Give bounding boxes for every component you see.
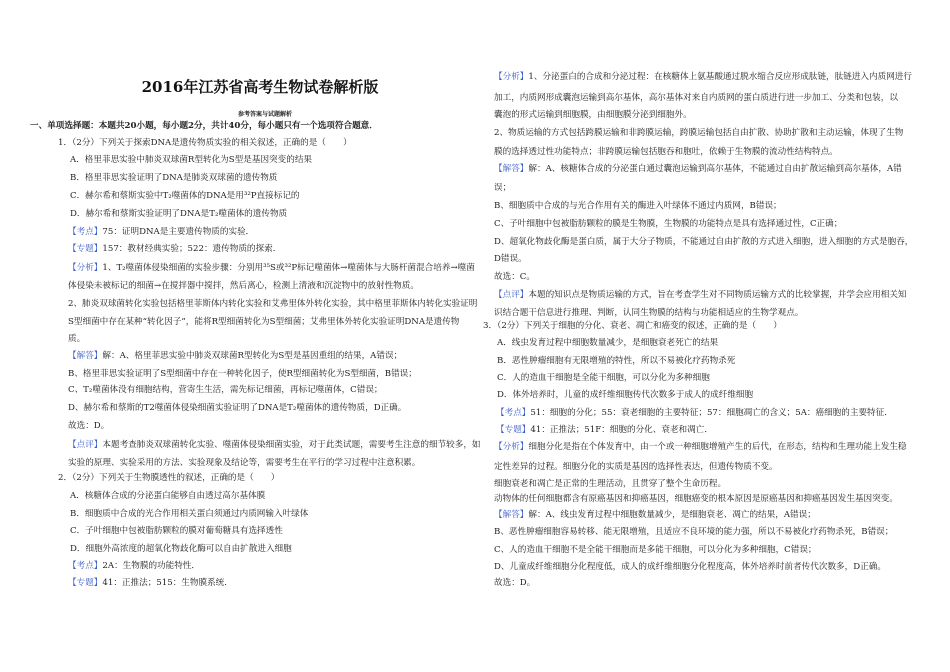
left_column-line [68,561,200,572]
right_column-line [494,128,903,139]
left_column-line [68,227,254,238]
left_column-line [68,263,475,274]
line-text: D．细胞外高浓度的超氧化物歧化酶可以自由扩散进入细胞 [70,544,292,554]
line-text: 3．（2分）下列关于细胞的分化、衰老、凋亡和癌变的叙述，正确的是（ ） [483,321,782,331]
section-tag: 【点评】 [494,290,529,300]
line-text: B、格里菲思实验证明了S型细菌中存在一种转化因子，使R型细菌转化为S型细菌，B错误； [68,369,417,379]
line-text: 2、肺炎双球菌转化实验包括格里菲斯体内转化实验和艾弗里体外转化实验，其中格里菲斯体内转化实验证明 [68,299,478,309]
line-text: D、超氧化物歧化酶是蛋白质，属于大分子物质，不能通过自由扩散的方式进入细胞，进入细胞的方式是胞吞， [494,237,914,247]
line-text: D、赫尔希和蔡斯的T2噬菌体侵染细菌实验证明了DNA是T₂噬菌体的遗传物质，D正确。 [68,403,407,413]
line-text: 误； [494,183,512,193]
line-text: 本题考查肺炎双球菌转化实验、噬菌体侵染细菌实验，对于此类试题，需要考生注意的细节较多，如 [102,440,481,450]
left_column-line [68,299,477,310]
line-text: 157：教材经典实验；522：遗传物质的探索． [102,244,282,254]
left_column-line [58,138,352,149]
section-tag: 【专题】 [496,425,531,435]
left_column-line [68,317,459,328]
line-text: 加工，内质网形成囊泡运输到高尔基体，高尔基体对来自内质网的蛋白质进行进一步加工、分类和包装，以 [494,93,898,103]
right_column-line [494,237,913,248]
right_column-line [494,72,912,83]
left_column-line [68,369,417,380]
line-text: 识结合题干信息进行推理、判断，认同生物膜的结构与功能相适应的生物学观点。 [494,308,804,318]
line-text: B．细胞质中合成的光合作用相关蛋白须通过内质网输入叶绿体 [70,509,309,519]
left_column-line [70,491,265,502]
section-tag: 【考点】 [68,561,103,571]
line-text: 细胞衰老和凋亡是正常的生理活动，且贯穿了整个生命历程。 [494,479,727,489]
left_column-line [70,544,292,555]
right_column-line [494,578,535,589]
left_column-line [70,526,283,537]
right_column-line [494,442,907,453]
line-text: 故选：C。 [494,272,535,282]
right_column-line [494,562,886,573]
line-text: 解：A、核糖体合成的分泌蛋白通过囊泡运输到高尔基体，不能通过自由扩散运输到高尔基体，A错 [528,164,902,174]
document-title: 2016年江苏省高考生物试卷解析版 [141,78,379,96]
section-tag: 【解答】 [494,510,529,520]
left_column-line [58,473,279,484]
right_column-line [494,93,898,104]
line-text: 1、分泌蛋白的合成和分泌过程：在核糖体上氨基酸通过脱水缩合反应形成肽链，肽链进入内质网进行 [528,72,912,82]
right_column-line [494,290,907,301]
line-text: D、儿童成纤维细胞分化程度低，成人的成纤维细胞分化程度高，体外培养时前者传代次数多，D正确。 [494,562,886,572]
left_column-line [68,351,402,362]
line-text: 41：正推法；515：生物膜系统． [102,578,233,588]
section-tag: 【点评】 [68,440,103,450]
line-text: 实验的原理、实验采用的方法、实验现象及结论等，需要考生在平行的学习过程中注意积累。 [68,458,421,468]
right_column-line [494,164,902,175]
left_column-line [70,173,277,184]
left_column-line [68,458,420,469]
section-tag: 【专题】 [68,244,103,254]
line-text: 51：细胞的分化；55：衰老细胞的主要特征；57：细胞凋亡的含义；5A：癌细胞的主要特征． [530,408,893,418]
right_column-line [496,425,713,436]
left_column-line [68,334,85,345]
right_column-line [497,373,710,384]
line-text: A．核糖体合成的分泌蛋白能够自由透过高尔基体膜 [70,491,266,501]
right_column-line [494,219,842,230]
right_column-line [494,110,692,121]
line-text: 2A：生物膜的功能特性． [102,561,201,571]
left_column-line [68,421,109,432]
line-text: 体侵染未被标记的细菌→在搅拌器中搅拌，然后离心，检测上清液和沉淀物中的放射性物质。 [68,281,419,291]
line-text: B．恶性肿瘤细胞有无限增殖的特性，所以不易被化疗药物杀死 [497,356,736,366]
right_column-line [483,321,782,332]
right_column-line [494,510,816,521]
line-text: C、T₂噬菌体没有细胞结构，营寄生生活，需先标记细菌，再标记噬菌体，C错误； [68,385,383,395]
right_column-line [494,494,898,505]
line-text: C．子叶细胞中包被脂肪颗粒的膜对葡萄糖具有选择透性 [70,526,283,536]
line-text: 囊泡的形式运输到细胞膜，由细胞膜分泌到细胞外。 [494,110,692,120]
left_column-line [68,440,481,451]
line-text: 定性差异的过程。细胞分化的实质是基因的选择性表达，但遗传物质不变。 [494,462,778,472]
line-text: C．赫尔希和蔡斯实验中T₂噬菌体的DNA是用³²P直接标记的 [70,191,300,201]
left_column-line [70,209,287,220]
section-tag: 【分析】 [494,442,529,452]
left_column-line [68,385,383,396]
left_column-line [68,244,281,255]
right_column-line [494,147,838,158]
line-text: 故选：D。 [494,578,536,588]
right_column-line [497,390,753,401]
line-text: B、细胞质中合成的与光合作用有关的酶进入叶绿体不通过内质网，B错误； [494,201,782,211]
right_column-line [494,479,726,490]
right_column-line [494,527,893,538]
right_column-line [494,183,511,194]
line-text: C．人的造血干细胞是全能干细胞，可以分化为多种细胞 [497,373,710,383]
right_column-line [494,545,817,556]
section-tag: 【解答】 [494,164,529,174]
section-tag: 【考点】 [496,408,531,418]
right_column-line [496,408,893,419]
line-text: 1．（2分）下列关于探索DNA是遗传物质实验的相关叙述，正确的是（ ） [58,138,352,148]
line-text: 质。 [68,334,86,344]
left_column-line [70,191,300,202]
right_column-line [494,308,803,319]
section-tag: 【分析】 [494,72,529,82]
left_column-line [70,155,312,166]
line-text: 故选：D。 [68,421,110,431]
line-text: C、人的造血干细胞不是全能干细胞而是多能干细胞，可以分化为多种细胞，C错误； [494,545,817,555]
line-text: 2．（2分）下列关于生物膜透性的叙述，正确的是（ ） [58,473,280,483]
line-text: A．线虫发育过程中细胞数量减少，是细胞衰老死亡的结果 [497,338,719,348]
line-text: 2、物质运输的方式包括跨膜运输和非跨膜运输，跨膜运输包括自由扩散、协助扩散和主动运输，体现了生物 [494,128,904,138]
line-text: C、子叶细胞中包被脂肪颗粒的膜是生物膜，生物膜的功能特点是具有选择通过性，C正确； [494,219,843,229]
line-text: B、恶性肿瘤细胞容易转移、能无限增殖，且适应不良环境的能力强，所以不易被化疗药物杀死，B错误； [494,527,894,537]
left_column-line [68,403,406,414]
line-text: A．格里菲思实验中肺炎双球菌R型转化为S型是基因突变的结果 [70,155,313,165]
line-text: 动物体的任何细胞都含有原癌基因和抑癌基因，细胞癌变的根本原因是原癌基因和抑癌基因发生基因突变。 [494,494,898,504]
left_column-line [68,578,233,589]
section-tag: 【专题】 [68,578,103,588]
line-text: D．赫尔希和蔡斯实验证明了DNA是T₂噬菌体的遗传物质 [70,209,288,219]
right_column-line [497,356,735,367]
line-text: D错误。 [494,254,527,264]
right_column-line [494,462,778,473]
right_column-line [494,272,535,283]
right_column-line [494,254,527,265]
line-text: 细胞分化是指在个体发育中，由一个或一种细胞增殖产生的后代，在形态，结构和生理功能上发生稳 [528,442,907,452]
line-text: S型细菌中存在某种“转化因子”，能将R型细菌转化为S型细菌；艾弗里体外转化实验证明DNA是遗传物 [68,317,460,327]
section-tag: 【解答】 [68,351,103,361]
line-text: 41：正推法；51F：细胞的分化、衰老和凋亡． [530,425,713,435]
right_column-line [494,201,782,212]
line-text: 本题的知识点是物质运输的方式，旨在考查学生对不同物质运输方式的比较掌握，并学会应用相关知 [528,290,907,300]
line-text: D．体外培养时，儿童的成纤维细胞传代次数多于成人的成纤维细胞 [497,390,754,400]
document-subtitle: 参考答案与试题解析 [237,111,292,118]
section-tag: 【考点】 [68,227,103,237]
section-tag: 【分析】 [68,263,103,273]
section-heading: 一、单项选择题：本题共20小题，每小题2分，共计40分，每小题只有一个选项符合题意． [30,121,378,131]
line-text: 75：证明DNA是主要遗传物质的实验． [102,227,255,237]
line-text: 解：A、线虫发育过程中细胞数量减少，是细胞衰老、凋亡的结果，A错误； [528,510,816,520]
line-text: B．格里菲思实验证明了DNA是肺炎双球菌的遗传物质 [70,173,278,183]
left_column-line [68,281,419,292]
left_column-line [70,509,308,520]
right_column-line [497,338,718,349]
line-text: 解：A、格里菲思实验中肺炎双球菌R型转化为S型是基因重组的结果，A错误； [102,351,403,361]
line-text: 膜的选择透过性功能特点；非跨膜运输包括胞吞和胞吐，依赖于生物膜的流动性结构特点。 [494,147,838,157]
line-text: 1、T₂噬菌体侵染细菌的实验步骤：分别用³⁵S或³²P标记噬菌体→噬菌体与大肠杆菌混合培养→噬菌 [102,263,475,273]
